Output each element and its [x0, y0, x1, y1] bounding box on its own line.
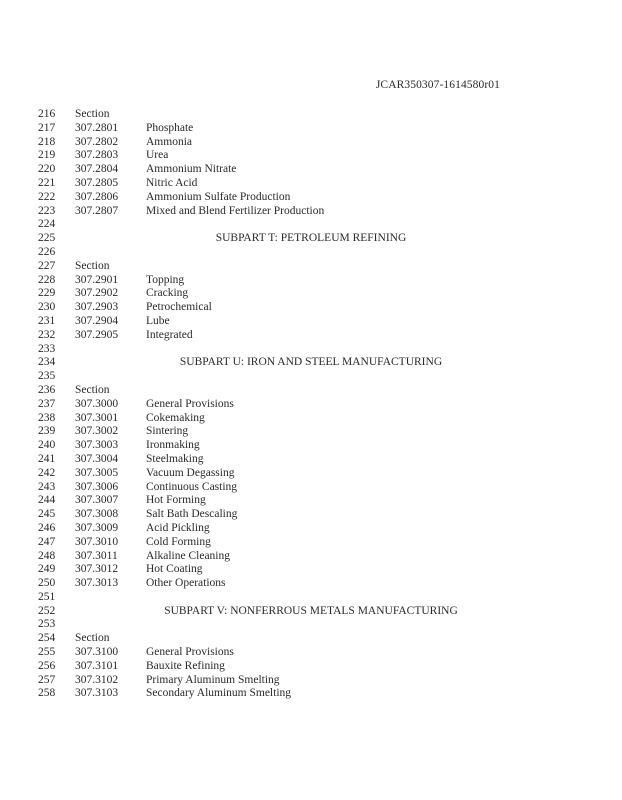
- section-title: Cracking: [146, 287, 189, 300]
- document-line: [0, 632, 622, 646]
- section-number: 307.2807: [75, 204, 119, 217]
- section-number: Section: [75, 383, 110, 396]
- section-title: Bauxite Refining: [146, 659, 225, 672]
- section-number: Section: [75, 108, 110, 120]
- section-title: Phosphate: [146, 121, 194, 134]
- section-number: 307.3008: [75, 508, 119, 521]
- section-title: Continuous Casting: [146, 480, 238, 493]
- line-number: 231: [38, 314, 56, 327]
- document-line: [0, 191, 622, 205]
- document-line: [0, 232, 622, 246]
- line-number: 223: [38, 204, 56, 217]
- line-number: 219: [38, 149, 56, 162]
- line-number: 258: [38, 687, 56, 700]
- document-line: [0, 481, 622, 495]
- document-line: [0, 149, 622, 163]
- section-number: 307.2804: [75, 163, 119, 176]
- document-line: [0, 398, 622, 412]
- line-number: 252: [38, 604, 56, 617]
- line-number: 238: [38, 411, 56, 424]
- line-number: 251: [38, 590, 56, 603]
- line-number: 229: [38, 287, 56, 300]
- section-title: Primary Aluminum Smelting: [146, 673, 280, 686]
- section-number: 307.3007: [75, 494, 119, 507]
- document-line: [0, 246, 622, 260]
- document-line: [0, 301, 622, 315]
- line-number: 236: [38, 383, 56, 396]
- section-title: Hot Forming: [146, 494, 206, 507]
- section-title: Ammonium Nitrate: [146, 163, 237, 176]
- document-line: [0, 687, 622, 701]
- section-number: 307.3000: [75, 397, 119, 410]
- section-number: 307.3009: [75, 521, 119, 534]
- document-line: [0, 550, 622, 564]
- document-line: [0, 522, 622, 536]
- document-line: [0, 660, 622, 674]
- line-number: 247: [38, 535, 56, 548]
- section-title: Ammonium Sulfate Production: [146, 190, 291, 203]
- line-number: 222: [38, 190, 56, 203]
- line-number: 230: [38, 301, 56, 314]
- document-line: [0, 605, 622, 619]
- document-line: [0, 260, 622, 274]
- line-number: 218: [38, 135, 56, 148]
- subpart-heading: SUBPART T: PETROLEUM REFINING: [215, 232, 407, 245]
- line-number: 257: [38, 673, 56, 686]
- section-title: Alkaline Cleaning: [146, 549, 230, 562]
- section-title: Vacuum Degassing: [146, 466, 235, 479]
- line-number: 249: [38, 563, 56, 576]
- document-line: [0, 218, 622, 232]
- document-line: [0, 453, 622, 467]
- section-number: 307.3100: [75, 646, 119, 659]
- line-number: 224: [38, 218, 56, 231]
- section-title: General Provisions: [146, 397, 234, 410]
- section-number: 307.2805: [75, 176, 119, 189]
- section-title: Nitric Acid: [146, 176, 198, 189]
- line-number: 254: [38, 632, 56, 645]
- section-title: Topping: [146, 273, 185, 286]
- section-title: Cold Forming: [146, 535, 211, 548]
- line-number: 237: [38, 397, 56, 410]
- document-line: [0, 577, 622, 591]
- section-number: 307.3006: [75, 480, 119, 493]
- line-number: 245: [38, 508, 56, 521]
- section-number: 307.2801: [75, 121, 119, 134]
- line-number: 217: [38, 121, 56, 134]
- section-number: 307.2905: [75, 328, 119, 341]
- section-number: 307.3010: [75, 535, 119, 548]
- section-number: 307.3011: [75, 549, 118, 562]
- document-line: [0, 563, 622, 577]
- section-number: 307.2803: [75, 149, 119, 162]
- section-number: 307.3103: [75, 687, 119, 700]
- section-title: Lube: [146, 314, 170, 327]
- section-number: Section: [75, 259, 110, 272]
- document-line: [0, 425, 622, 439]
- section-number: Section: [75, 632, 110, 645]
- document-line: [0, 646, 622, 660]
- document-line: [0, 329, 622, 343]
- section-title: Urea: [146, 149, 169, 162]
- section-number: 307.3102: [75, 673, 119, 686]
- document-line: [0, 494, 622, 508]
- line-number: 226: [38, 245, 56, 258]
- section-title: Ironmaking: [146, 439, 200, 452]
- line-number: 243: [38, 480, 56, 493]
- section-number: 307.2902: [75, 287, 119, 300]
- document-line: [0, 370, 622, 384]
- document-line: [0, 108, 622, 122]
- section-number: 307.3003: [75, 439, 119, 452]
- section-title: Ammonia: [146, 135, 192, 148]
- document-line: [0, 439, 622, 453]
- line-number: 250: [38, 577, 56, 590]
- line-number: 228: [38, 273, 56, 286]
- document-line: [0, 274, 622, 288]
- section-title: Secondary Aluminum Smelting: [146, 687, 292, 700]
- line-number: 216: [38, 108, 56, 120]
- section-title: Other Operations: [146, 577, 226, 590]
- document-line: [0, 205, 622, 219]
- section-number: 307.2903: [75, 301, 119, 314]
- line-number: 255: [38, 646, 56, 659]
- line-number: 233: [38, 342, 56, 355]
- document-line: [0, 122, 622, 136]
- document-line: [0, 343, 622, 357]
- document-line: [0, 412, 622, 426]
- section-title: Hot Coating: [146, 563, 203, 576]
- section-number: 307.3001: [75, 411, 119, 424]
- section-title: Cokemaking: [146, 411, 205, 424]
- section-title: Integrated: [146, 328, 193, 341]
- section-title: Acid Pickling: [146, 521, 210, 534]
- line-number: 239: [38, 425, 56, 438]
- section-number: 307.3005: [75, 466, 119, 479]
- section-number: 307.2904: [75, 314, 119, 327]
- section-title: Mixed and Blend Fertilizer Production: [146, 204, 325, 217]
- document-line: [0, 467, 622, 481]
- subpart-heading: SUBPART U: IRON AND STEEL MANUFACTURING: [179, 356, 443, 369]
- numbered-lines: [0, 108, 622, 701]
- line-number: 221: [38, 176, 56, 189]
- line-number: 241: [38, 452, 56, 465]
- section-title: Salt Bath Descaling: [146, 508, 238, 521]
- document-line: [0, 287, 622, 301]
- line-number: 246: [38, 521, 56, 534]
- line-number: 225: [38, 232, 56, 245]
- section-title: Petrochemical: [146, 301, 212, 314]
- section-number: 307.2802: [75, 135, 119, 148]
- section-title: Steelmaking: [146, 452, 204, 465]
- section-number: 307.3002: [75, 425, 119, 438]
- section-number: 307.3101: [75, 659, 119, 672]
- section-title: Sintering: [146, 425, 189, 438]
- section-title: General Provisions: [146, 646, 234, 659]
- line-number: 220: [38, 163, 56, 176]
- document-line: [0, 163, 622, 177]
- line-number: 234: [38, 356, 56, 369]
- line-number: 240: [38, 439, 56, 452]
- subpart-heading: SUBPART V: NONFERROUS METALS MANUFACTURING: [164, 604, 458, 617]
- document-line: [0, 177, 622, 191]
- document-line: [0, 356, 622, 370]
- line-number: 242: [38, 466, 56, 479]
- section-number: 307.2806: [75, 190, 119, 203]
- document-line: [0, 136, 622, 150]
- line-number: 256: [38, 659, 56, 672]
- section-number: 307.3012: [75, 563, 119, 576]
- document-line: [0, 536, 622, 550]
- line-number: 227: [38, 259, 56, 272]
- document-line: [0, 508, 622, 522]
- section-number: 307.3004: [75, 452, 119, 465]
- section-number: 307.2901: [75, 273, 119, 286]
- document-line: [0, 315, 622, 329]
- document-id: JCAR350307-1614580r01: [375, 79, 500, 91]
- line-number: 232: [38, 328, 56, 341]
- line-number: 235: [38, 370, 56, 383]
- line-number: 244: [38, 494, 56, 507]
- document-line: [0, 384, 622, 398]
- document-line: [0, 591, 622, 605]
- document-line: [0, 618, 622, 632]
- line-number: 253: [38, 618, 56, 631]
- section-number: 307.3013: [75, 577, 119, 590]
- line-number: 248: [38, 549, 56, 562]
- document-line: [0, 674, 622, 688]
